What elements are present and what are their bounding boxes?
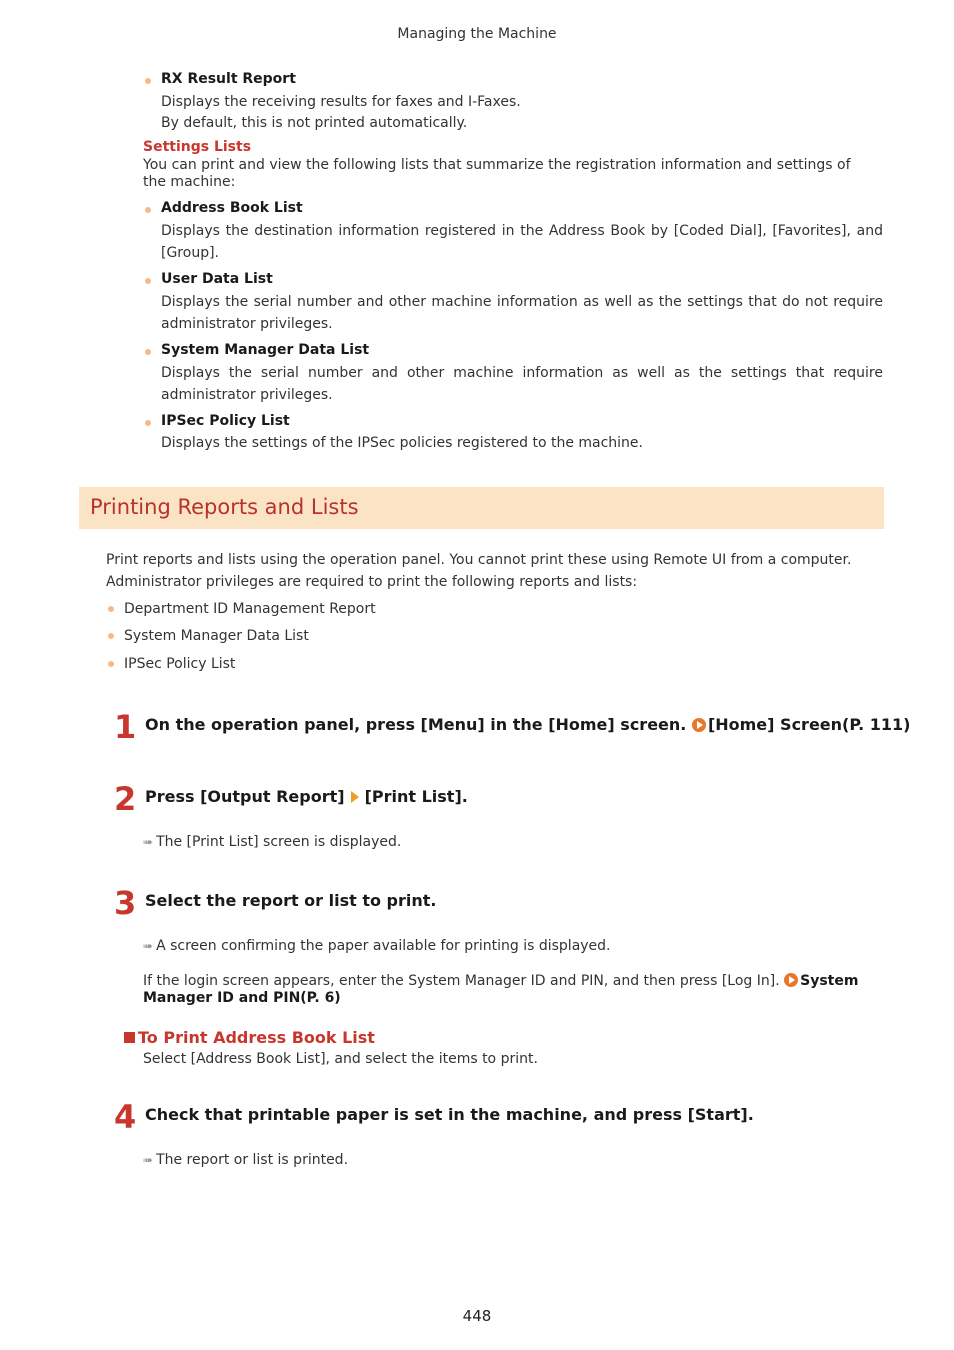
square-marker-icon (124, 1032, 135, 1043)
section-intro-1: Print reports and lists using the operation panel. You cannot print these using Remote UI from a computer. (106, 552, 852, 568)
section-banner (79, 487, 884, 529)
section-intro-2: Administrator privileges are required to print the following reports and lists: (106, 574, 638, 590)
rx-report-title: RX Result Report (161, 71, 296, 87)
address-book-list-desc: Displays the destination information registered in the Address Book by [Coded Dial], [Favorites], and [Group]. (161, 223, 883, 261)
ipsec-policy-list-desc: Displays the settings of the IPSec policies registered to the machine. (161, 435, 643, 451)
page-number: 448 (462, 1307, 492, 1325)
ipsec-policy-list-title: IPSec Policy List (161, 413, 290, 429)
arrow-link-icon (692, 718, 706, 732)
bullet-icon (145, 78, 151, 84)
step-1-text (145, 715, 911, 734)
system-manager-data-list-desc: Displays the serial number and other machine information as well as the settings that require administrator privileges. (161, 365, 883, 403)
system-manager-link-b[interactable]: Manager ID and PIN(P. 6) (143, 990, 341, 1006)
bullet-icon (145, 278, 151, 284)
step-number: 4 (114, 1098, 137, 1136)
user-data-list-desc: Displays the serial number and other machine information as well as the settings that do not require administrator privileges. (161, 294, 883, 332)
bullet-icon (145, 207, 151, 213)
step-number: 3 (114, 884, 137, 922)
user-data-list-title: User Data List (161, 271, 273, 287)
step-2-instruction-a: Press [Output Report] (145, 787, 345, 806)
system-manager-data-list-title: System Manager Data List (161, 342, 370, 358)
step-4-result-text: The report or list is printed. (156, 1152, 349, 1168)
subsection-title: To Print Address Book List (138, 1028, 375, 1047)
list-item: IPSec Policy List (124, 656, 236, 672)
list-item: Department ID Management Report (124, 601, 376, 617)
bullet-icon (108, 633, 114, 639)
address-book-list-title: Address Book List (161, 200, 303, 216)
rx-report-desc-2: By default, this is not printed automatically. (161, 115, 468, 131)
result-arrow-icon: ➠ (143, 1153, 154, 1167)
step-2-text (145, 787, 468, 806)
page-header-title: Managing the Machine (397, 26, 557, 42)
result-arrow-icon: ➠ (143, 939, 154, 953)
subsection-text: Select [Address Book List], and select the items to print. (143, 1051, 538, 1067)
step-3-result-text: A screen confirming the paper available for printing is displayed. (156, 938, 611, 954)
bullet-icon (145, 349, 151, 355)
settings-lists-heading: Settings Lists (143, 139, 252, 155)
step-3-note (143, 973, 863, 1007)
rx-report-desc-1: Displays the receiving results for faxes and I-Faxes. (161, 94, 521, 110)
bullet-icon (108, 606, 114, 612)
arrow-link-icon (784, 973, 798, 987)
result-arrow-icon: ➠ (143, 835, 154, 849)
step-number: 2 (114, 780, 137, 818)
subsection-heading (124, 1028, 375, 1047)
bullet-icon (145, 420, 151, 426)
step-2-result (143, 834, 401, 850)
settings-lists-intro: You can print and view the following lists that summarize the registration information and settings of the machine: (143, 157, 851, 190)
home-screen-link[interactable]: [Home] Screen(P. 111) (707, 715, 911, 734)
triangle-arrow-icon (351, 791, 359, 803)
bullet-icon (108, 661, 114, 667)
step-3-result (143, 938, 611, 954)
system-manager-link-a[interactable]: System (800, 973, 859, 989)
step-3-text: Select the report or list to print. (145, 891, 437, 910)
step-3-note-text: If the login screen appears, enter the System Manager ID and PIN, and then press [Log In]. (143, 973, 780, 989)
step-2-instruction-b: [Print List]. (364, 787, 468, 806)
section-title: Printing Reports and Lists (90, 495, 359, 519)
step-1-instruction: On the operation panel, press [Menu] in the [Home] screen. (145, 715, 687, 734)
list-item: System Manager Data List (124, 628, 309, 644)
step-number: 1 (114, 708, 137, 746)
step-4-result (143, 1152, 348, 1168)
step-4-text: Check that printable paper is set in the machine, and press [Start]. (145, 1105, 754, 1124)
step-2-result-text: The [Print List] screen is displayed. (156, 834, 402, 850)
